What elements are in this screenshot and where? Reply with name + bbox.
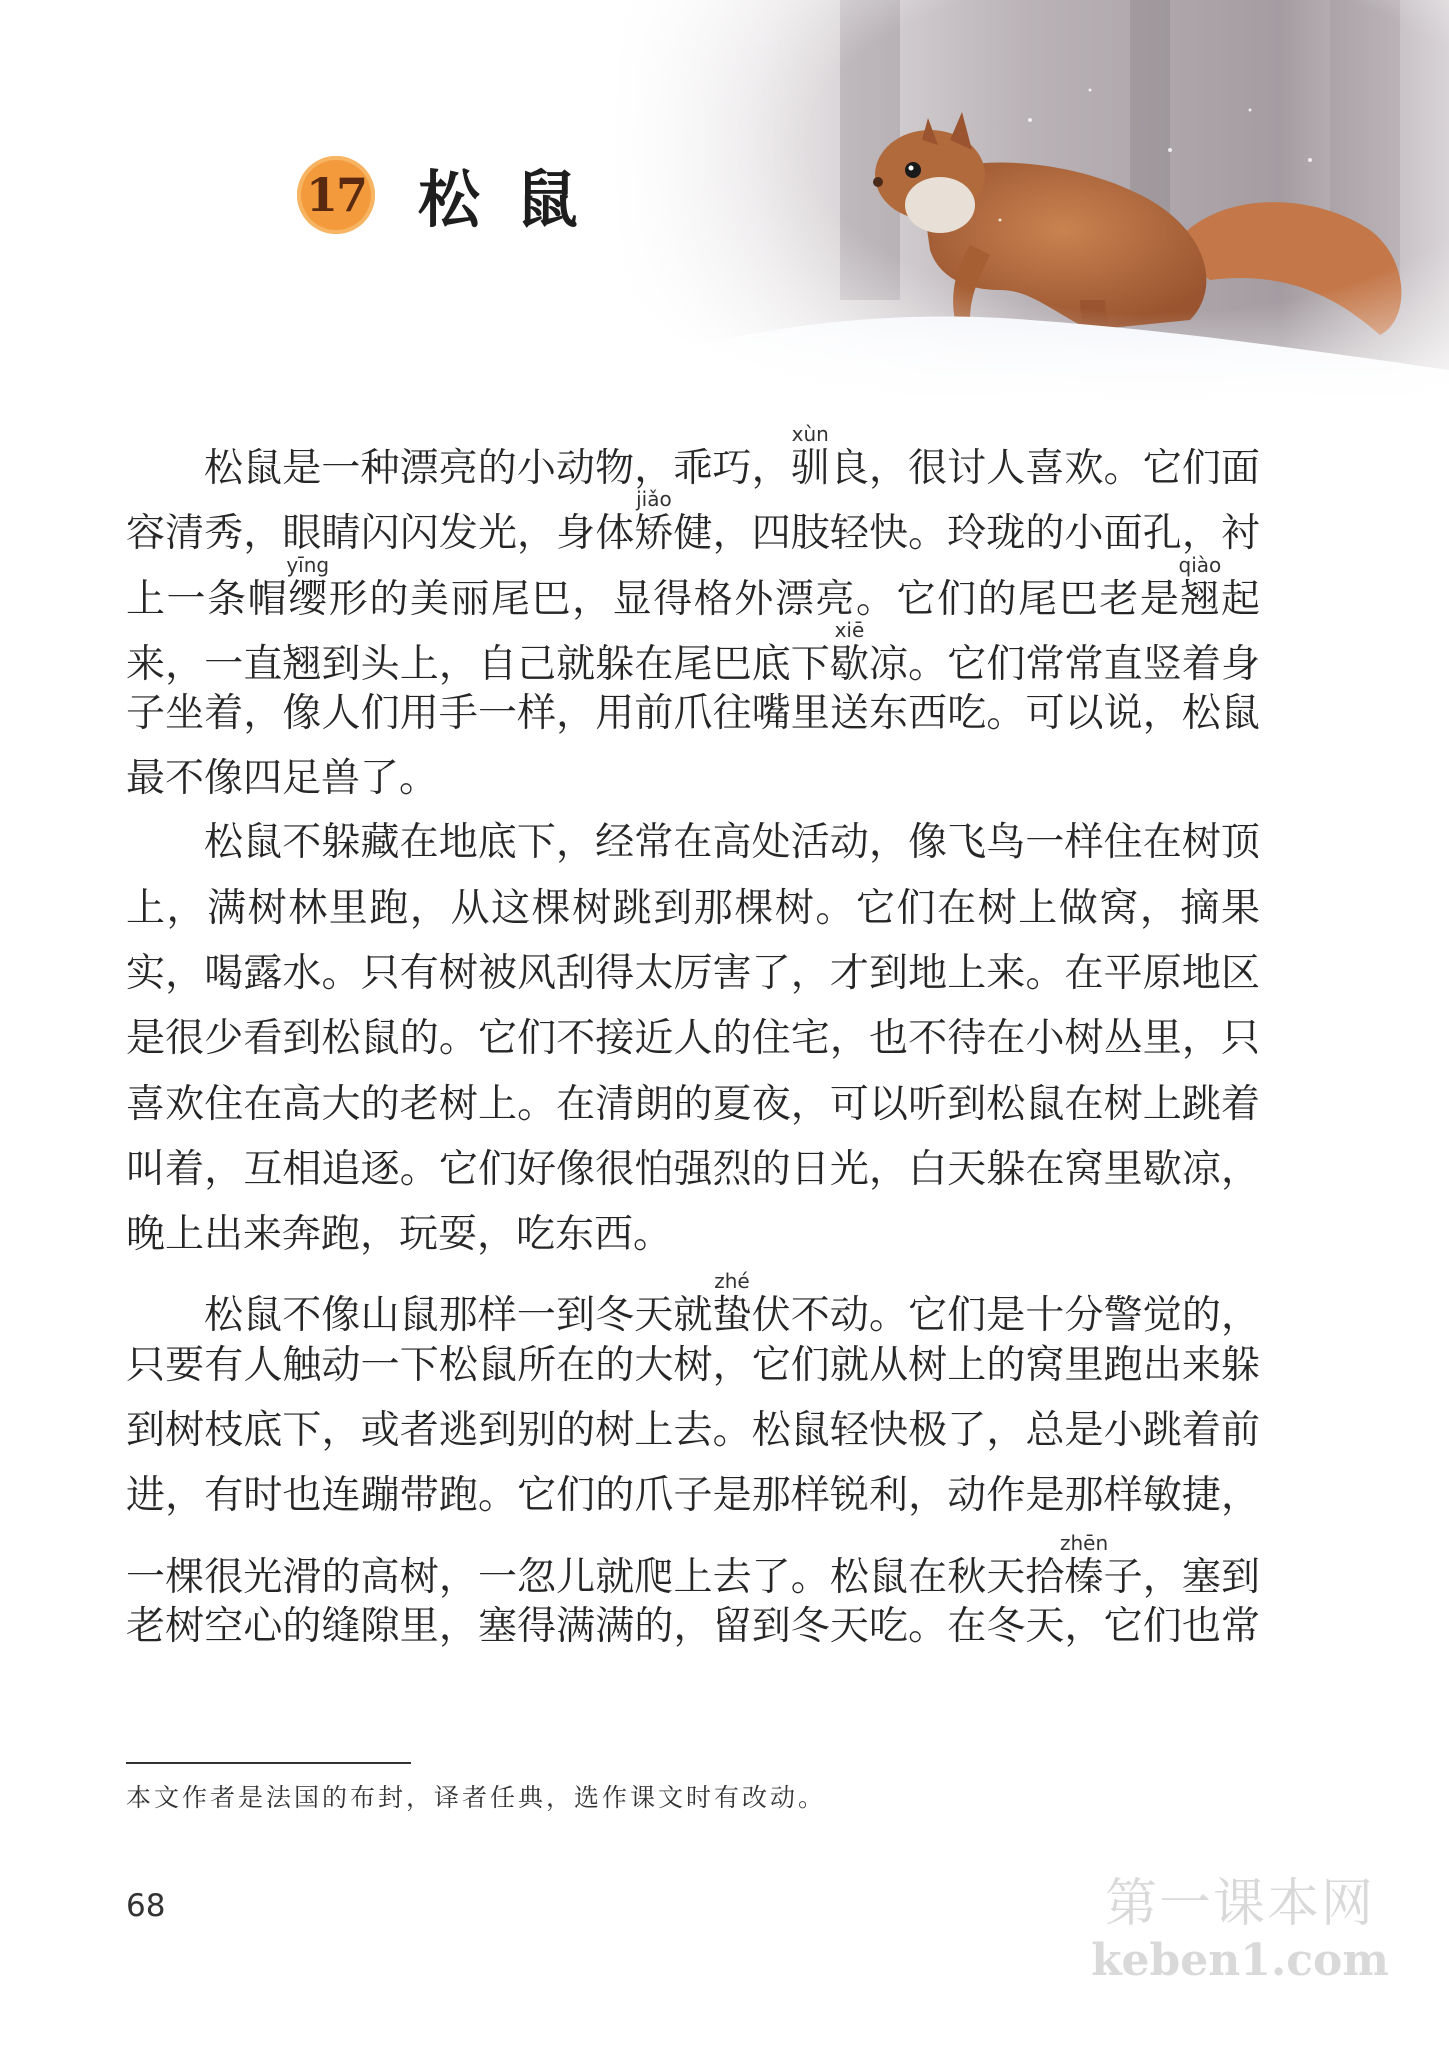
pinyin-annotation: jiǎo: [634, 487, 674, 511]
text-line: [126, 751, 438, 807]
text-line: [126, 1077, 1260, 1133]
annotated-character: 蛰zhé: [712, 1269, 752, 1338]
text-line: [204, 1269, 1260, 1338]
text-line: [126, 1531, 1260, 1600]
text-segment: 一棵很光滑的高树，一忽儿就爬上去了。松鼠在秋天拾: [126, 1555, 1065, 1600]
text-segment: 良，很讨人喜欢。它们面: [829, 446, 1260, 491]
pinyin-annotation: xùn: [790, 422, 830, 446]
text-segment: 老树空心的缝隙里，塞得满满的，留到冬天吃。在冬天，它们也常: [126, 1604, 1260, 1649]
text-line: [126, 1599, 1260, 1655]
text-segment: 上一条帽: [126, 577, 289, 622]
watermark-en: keben1.com: [1091, 1935, 1389, 1986]
text-segment: 松鼠不躲藏在地底下，经常在高处活动，像飞鸟一样住在树顶: [204, 820, 1260, 865]
pinyin-annotation: yīng: [286, 553, 330, 577]
text-line: [126, 1338, 1260, 1394]
footnote-divider: [126, 1762, 411, 1764]
annotated-character: 歇xiē: [829, 618, 870, 687]
text-segment: 容清秀，眼睛闪闪发光，身体: [126, 511, 635, 556]
text-segment: 进，有时也连蹦带跑。它们的爪子是那样锐利，动作是那样敏捷，: [126, 1473, 1260, 1518]
text-segment: 健，四肢轻快。玲珑的小面孔，衬: [673, 511, 1260, 556]
text-segment: 上，满树林里跑，从这棵树跳到那棵树。它们在树上做窝，摘果: [126, 886, 1260, 931]
annotated-character: 缨yīng: [286, 553, 330, 622]
text-segment: 叫着，互相追逐。它们好像很怕强烈的日光，白天躲在窝里歇凉，: [126, 1147, 1260, 1192]
annotated-character: 翘qiào: [1178, 553, 1222, 622]
watermark-cn: 第一课本网: [1104, 1874, 1375, 1934]
text-segment: 子坐着，像人们用手一样，用前爪往嘴里送东西吃。可以说，松鼠: [126, 691, 1260, 736]
text-segment: 到树枝底下，或者逃到别的树上去。松鼠轻快极了，总是小跳着前: [126, 1408, 1260, 1453]
text-line: [126, 686, 1260, 742]
text-segment: 实，喝露水。只有树被风刮得太厉害了，才到地上来。在平原地区: [126, 951, 1260, 996]
text-segment: 松鼠不像山鼠那样一到冬天就: [204, 1293, 713, 1338]
text-line: [126, 1011, 1260, 1067]
text-segment: 伏不动。它们是十分警觉的，: [751, 1293, 1260, 1338]
squirrel-photo: [610, 0, 1449, 410]
text-line: [126, 1468, 1260, 1524]
text-line: [126, 553, 1260, 622]
text-segment: 喜欢住在高大的老树上。在清朗的夏夜，可以听到松鼠在树上跳着: [126, 1082, 1260, 1127]
text-segment: 是很少看到松鼠的。它们不接近人的住宅，也不待在小树丛里，只: [126, 1016, 1260, 1061]
annotated-character: 矫jiǎo: [634, 487, 674, 556]
text-segment: 来，一直翘到头上，自己就躲在尾巴底下: [126, 642, 830, 687]
text-line: [204, 422, 1260, 491]
page-number: 68: [126, 1888, 166, 1924]
text-line: [126, 881, 1260, 937]
text-segment: 最不像四足兽了。: [126, 756, 439, 801]
text-segment: 凉。它们常常直竖着身: [869, 642, 1260, 687]
pinyin-annotation: zhé: [712, 1269, 752, 1293]
text-segment: 松鼠是一种漂亮的小动物，乖巧，: [204, 446, 791, 491]
text-line: [204, 815, 1260, 871]
text-line: [126, 618, 1260, 687]
text-segment: 起: [1219, 577, 1260, 622]
text-line: [126, 1142, 1260, 1198]
text-segment: 只要有人触动一下松鼠所在的大树，它们就从树上的窝里跑出来躲: [126, 1343, 1260, 1388]
text-line: [126, 1403, 1260, 1459]
pinyin-annotation: zhēn: [1059, 1531, 1109, 1555]
pinyin-annotation: qiào: [1178, 553, 1222, 577]
lesson-title: 松鼠: [418, 163, 615, 236]
footnote: 本文作者是法国的布封，译者任典，选作课文时有改动。: [126, 1783, 827, 1812]
annotated-character: 驯xùn: [790, 422, 830, 491]
lesson-number-badge: [297, 156, 375, 234]
text-segment: 形的美丽尾巴，显得格外漂亮。它们的尾巴老是: [327, 577, 1181, 622]
text-line: [126, 1207, 672, 1263]
pinyin-annotation: xiē: [829, 618, 869, 642]
lesson-number: 17: [305, 168, 366, 222]
text-line: [126, 487, 1260, 556]
text-line: [126, 946, 1260, 1002]
watermark: [1090, 1874, 1390, 1988]
annotated-character: 榛zhēn: [1059, 1531, 1109, 1600]
text-segment: 晚上出来奔跑，玩耍，吃东西。: [126, 1212, 673, 1257]
text-segment: 子，塞到: [1103, 1555, 1260, 1600]
